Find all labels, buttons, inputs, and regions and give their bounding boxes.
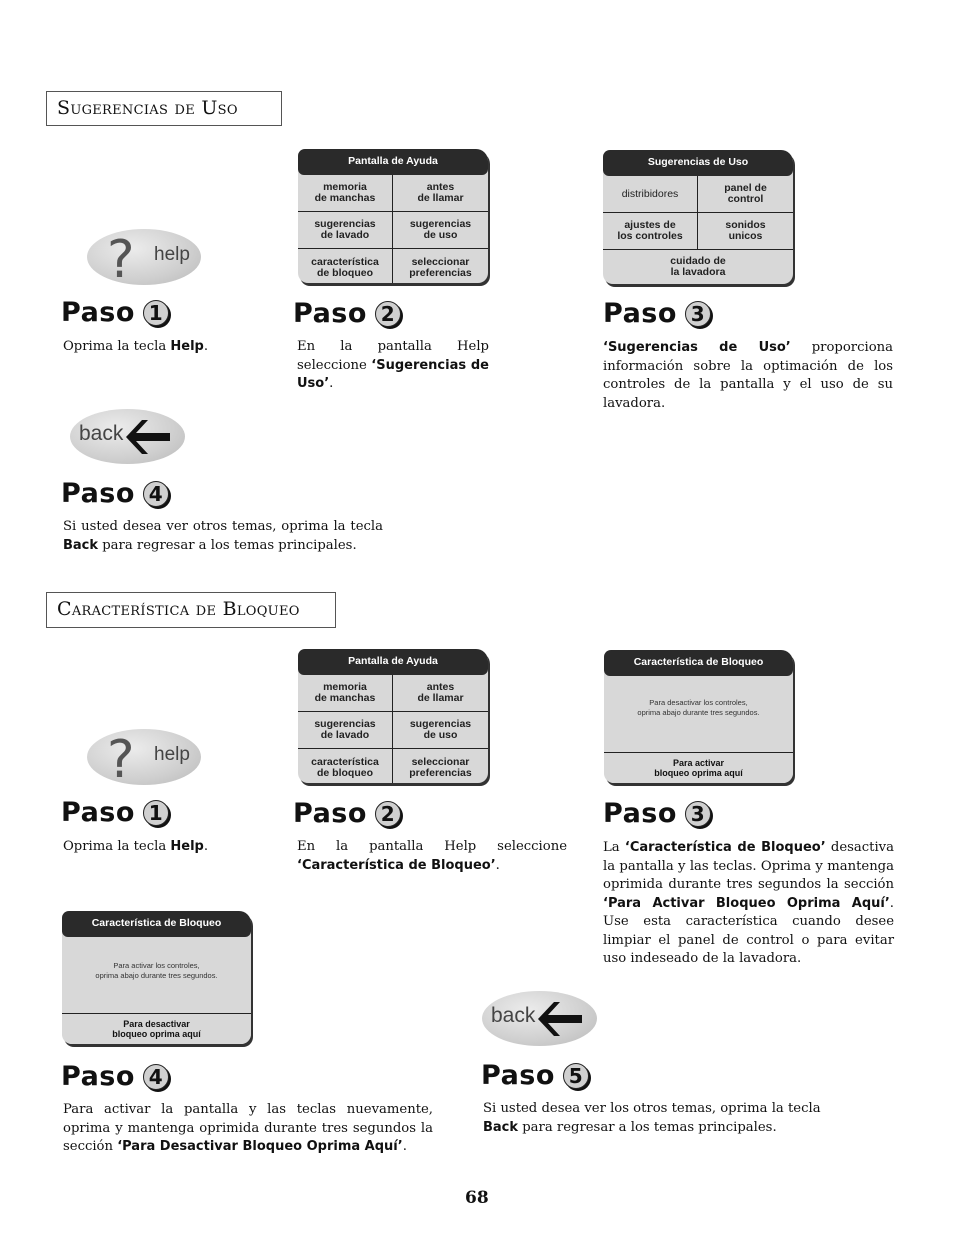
help-screen [298,149,488,283]
paso-2-heading: Paso 2 [293,798,401,829]
paso-4-text: Si usted desea ver otros temas, oprima la tecla Back para regresar a los temas principales. [63,519,383,553]
paso-3-heading: Paso 3 [603,798,711,829]
screen-option[interactable]: cuidado de la lavadora [670,255,726,278]
bloqueo-screen-instructions: Para activar los controles, oprima abajo durante tres segundos. [95,961,218,980]
screen-option[interactable]: ajustes de los controles [603,213,698,250]
screen-option[interactable]: memoria de manchas [298,675,393,712]
back-button[interactable] [70,409,185,464]
activar-bloqueo-button[interactable]: Para activar bloqueo oprima aquí [604,752,793,783]
paso-2-text: En la pantalla Help seleccione ‘Característica de Bloqueo’. [297,839,567,873]
paso-1-text: Oprima la tecla Help. [63,839,209,854]
svg-text:?: ? [107,733,135,783]
help-screen [298,649,488,783]
section-title-bloqueo: Característica de Bloqueo [46,592,336,628]
paso-5-heading: Paso 5 [481,1060,589,1091]
help-button-label: help [154,744,190,765]
paso-2-text: En la pantalla Help seleccione ‘Sugerencias de Uso’. [297,339,489,391]
section-title-sugerencias: Sugerencias de Uso [46,91,282,126]
screen-option[interactable]: panel de control [698,176,793,213]
back-button-label: back [79,422,124,445]
page-number: 68 [465,1188,489,1208]
paso-1-heading: Paso 1 [61,797,169,828]
help-screen-header: Pantalla de Ayuda [298,649,488,675]
screen-option[interactable]: sugerencias de lavado [298,712,393,749]
screen-option[interactable]: característica de bloqueo [298,749,393,783]
back-button-label: back [491,1004,536,1027]
help-button[interactable] [87,729,201,785]
question-mark-icon [107,233,147,283]
sugerencias-screen-header: Sugerencias de Uso [603,150,793,176]
bloqueo-screen-header: Característica de Bloqueo [604,650,793,676]
paso-4-text: Para activar la pantalla y las teclas nuevamente, oprima y mantenga oprimida durante tres segundos la sección ‘Para Desactivar Bloqueo Oprima Aquí’. [63,1102,433,1154]
screen-option[interactable]: antes de llamar [393,675,488,712]
paso-1-text: Oprima la tecla Help. [63,339,209,354]
svg-text:?: ? [107,233,135,283]
screen-option[interactable]: memoria de manchas [298,175,393,212]
help-screen-header: Pantalla de Ayuda [298,149,488,175]
screen-option[interactable]: sugerencias de lavado [298,212,393,249]
bloqueo-screen [604,650,793,783]
screen-option[interactable]: seleccionar preferencias [409,255,472,279]
paso-5-text: Si usted desea ver los otros temas, oprima la tecla Back para regresar a los temas principales. [483,1101,821,1135]
bloqueo-screen-instructions: Para desactivar los controles, oprima abajo durante tres segundos. [637,698,760,717]
question-mark-icon [107,733,147,783]
arrow-left-icon [536,1000,586,1038]
screen-option[interactable]: sugerencias de uso [393,212,488,249]
help-button-label: help [154,244,190,265]
paso-1-heading: Paso 1 [61,297,169,328]
bloqueo-screen [62,911,251,1044]
paso-4-heading: Paso 4 [61,478,169,509]
paso-4-heading: Paso 4 [61,1061,169,1092]
back-button[interactable] [482,991,597,1046]
paso-3-heading: Paso 3 [603,298,711,329]
desactivar-bloqueo-button[interactable]: Para desactivar bloqueo oprima aquí [62,1013,251,1044]
screen-option[interactable]: característica de bloqueo [298,249,393,283]
screen-option[interactable]: seleccionar preferencias [409,755,472,779]
bloqueo-screen-header: Característica de Bloqueo [62,911,251,937]
screen-option[interactable]: distribidores [603,176,698,213]
screen-option[interactable]: antes de llamar [393,175,488,212]
screen-option[interactable]: sonidos unicos [698,213,793,250]
paso-3-text: La ‘Característica de Bloqueo’ desactiva la pantalla y las teclas. Oprima y mantenga oprimida durante tres segundos la sección ‘Para Activar Bloqueo Oprima Aquí’. Use esta característica cuando desee limpiar el panel de control o para evitar uso indeseado de la lavadora. [603,840,894,966]
paso-2-heading: Paso 2 [293,298,401,329]
help-button[interactable] [87,229,201,285]
screen-option[interactable]: sugerencias de uso [393,712,488,749]
sugerencias-screen [603,150,793,284]
paso-3-text: ‘Sugerencias de Uso’ proporciona información sobre la optimación de los controles de la pantalla y el uso de su lavadora. [603,340,893,411]
arrow-left-icon [124,418,174,456]
